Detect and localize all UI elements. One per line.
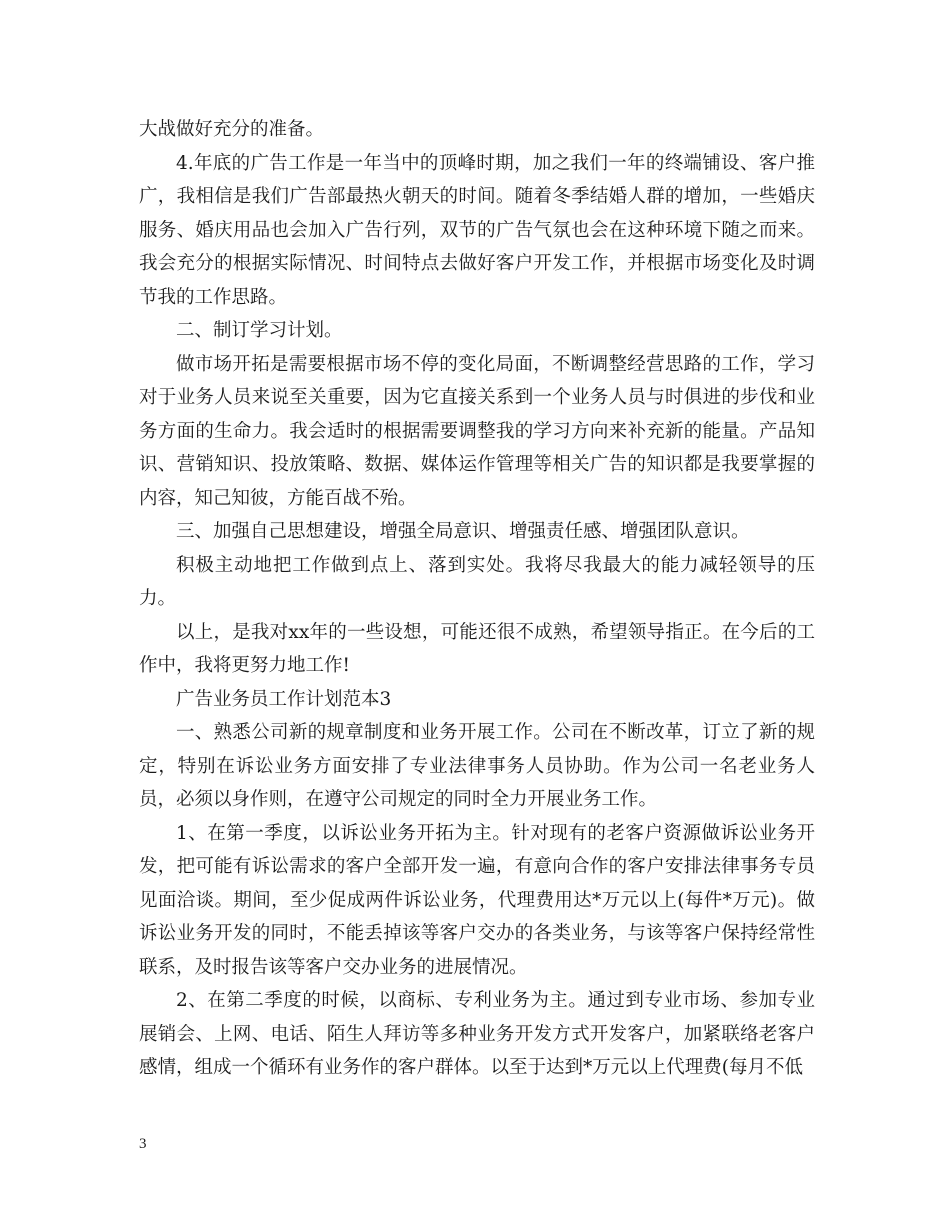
paragraph: 大战做好充分的准备。 bbox=[139, 119, 325, 140]
paragraph: 一、熟悉公司新的规章制度和业务开展工作。公司在不断改革，订立了新的规定，特别在诉讼业务方面安排了专业法律事务人员协助。作为公司一名老业务人员，必须以身作则，在遵守公司规定的同时全力开展业务工作。 bbox=[139, 722, 815, 810]
document-body bbox=[139, 113, 815, 1085]
paragraph: 积极主动地把工作做到点上、落到实处。我将尽我最大的能力减轻领导的压力。 bbox=[139, 554, 815, 609]
paragraph: 做市场开拓是需要根据市场不停的变化局面，不断调整经营思路的工作，学习对于业务人员来说至关重要，因为它直接关系到一个业务人员与时俱进的步伐和业务方面的生命力。我会适时的根据需要调整我的学习方向来补充新的能量。产品知识、营销知识、投放策略、数据、媒体运作管理等相关广告的知识都是我要掌握的内容，知己知彼，方能百战不殆。 bbox=[139, 353, 815, 509]
section-heading: 三、加强自己思想建设，增强全局意识、增强责任感、增强团队意识。 bbox=[176, 521, 750, 542]
paragraph: 2、在第二季度的时候，以商标、专利业务为主。通过到专业市场、参加专业展销会、上网、电话、陌生人拜访等多种业务开发方式开发客户，加紧联络老客户感情，组成一个循环有业务作的客户群体。以至于达到*万元以上代理费(每月不低 bbox=[139, 990, 815, 1078]
page-number: 3 bbox=[139, 1136, 147, 1152]
paragraph: 以上，是我对xx年的一些设想，可能还很不成熟，希望领导指正。在今后的工作中，我将更努力地工作! bbox=[139, 621, 815, 676]
section-heading: 二、制订学习计划。 bbox=[176, 320, 343, 341]
paragraph: 1、在第一季度，以诉讼业务开拓为主。针对现有的老客户资源做诉讼业务开发，把可能有诉讼需求的客户全部开发一遍，有意向合作的客户安排法律事务专员见面洽谈。期间，至少促成两件诉讼业务，代理费用达*万元以上(每件*万元)。做诉讼业务开发的同时，不能丢掉该等客户交办的各类业务，与该等客户保持经常性联系，及时报告该等客户交办业务的进展情况。 bbox=[139, 822, 815, 978]
paragraph: 4.年底的广告工作是一年当中的顶峰时期，加之我们一年的终端铺设、客户推广，我相信是我们广告部最热火朝天的时间。随着冬季结婚人群的增加，一些婚庆服务、婚庆用品也会加入广告行列，双节的广告气氛也会在这种环境下随之而来。我会充分的根据实际情况、时间特点去做好客户开发工作，并根据市场变化及时调节我的工作思路。 bbox=[139, 152, 815, 308]
document-subtitle: 广告业务员工作计划范本3 bbox=[176, 688, 392, 710]
